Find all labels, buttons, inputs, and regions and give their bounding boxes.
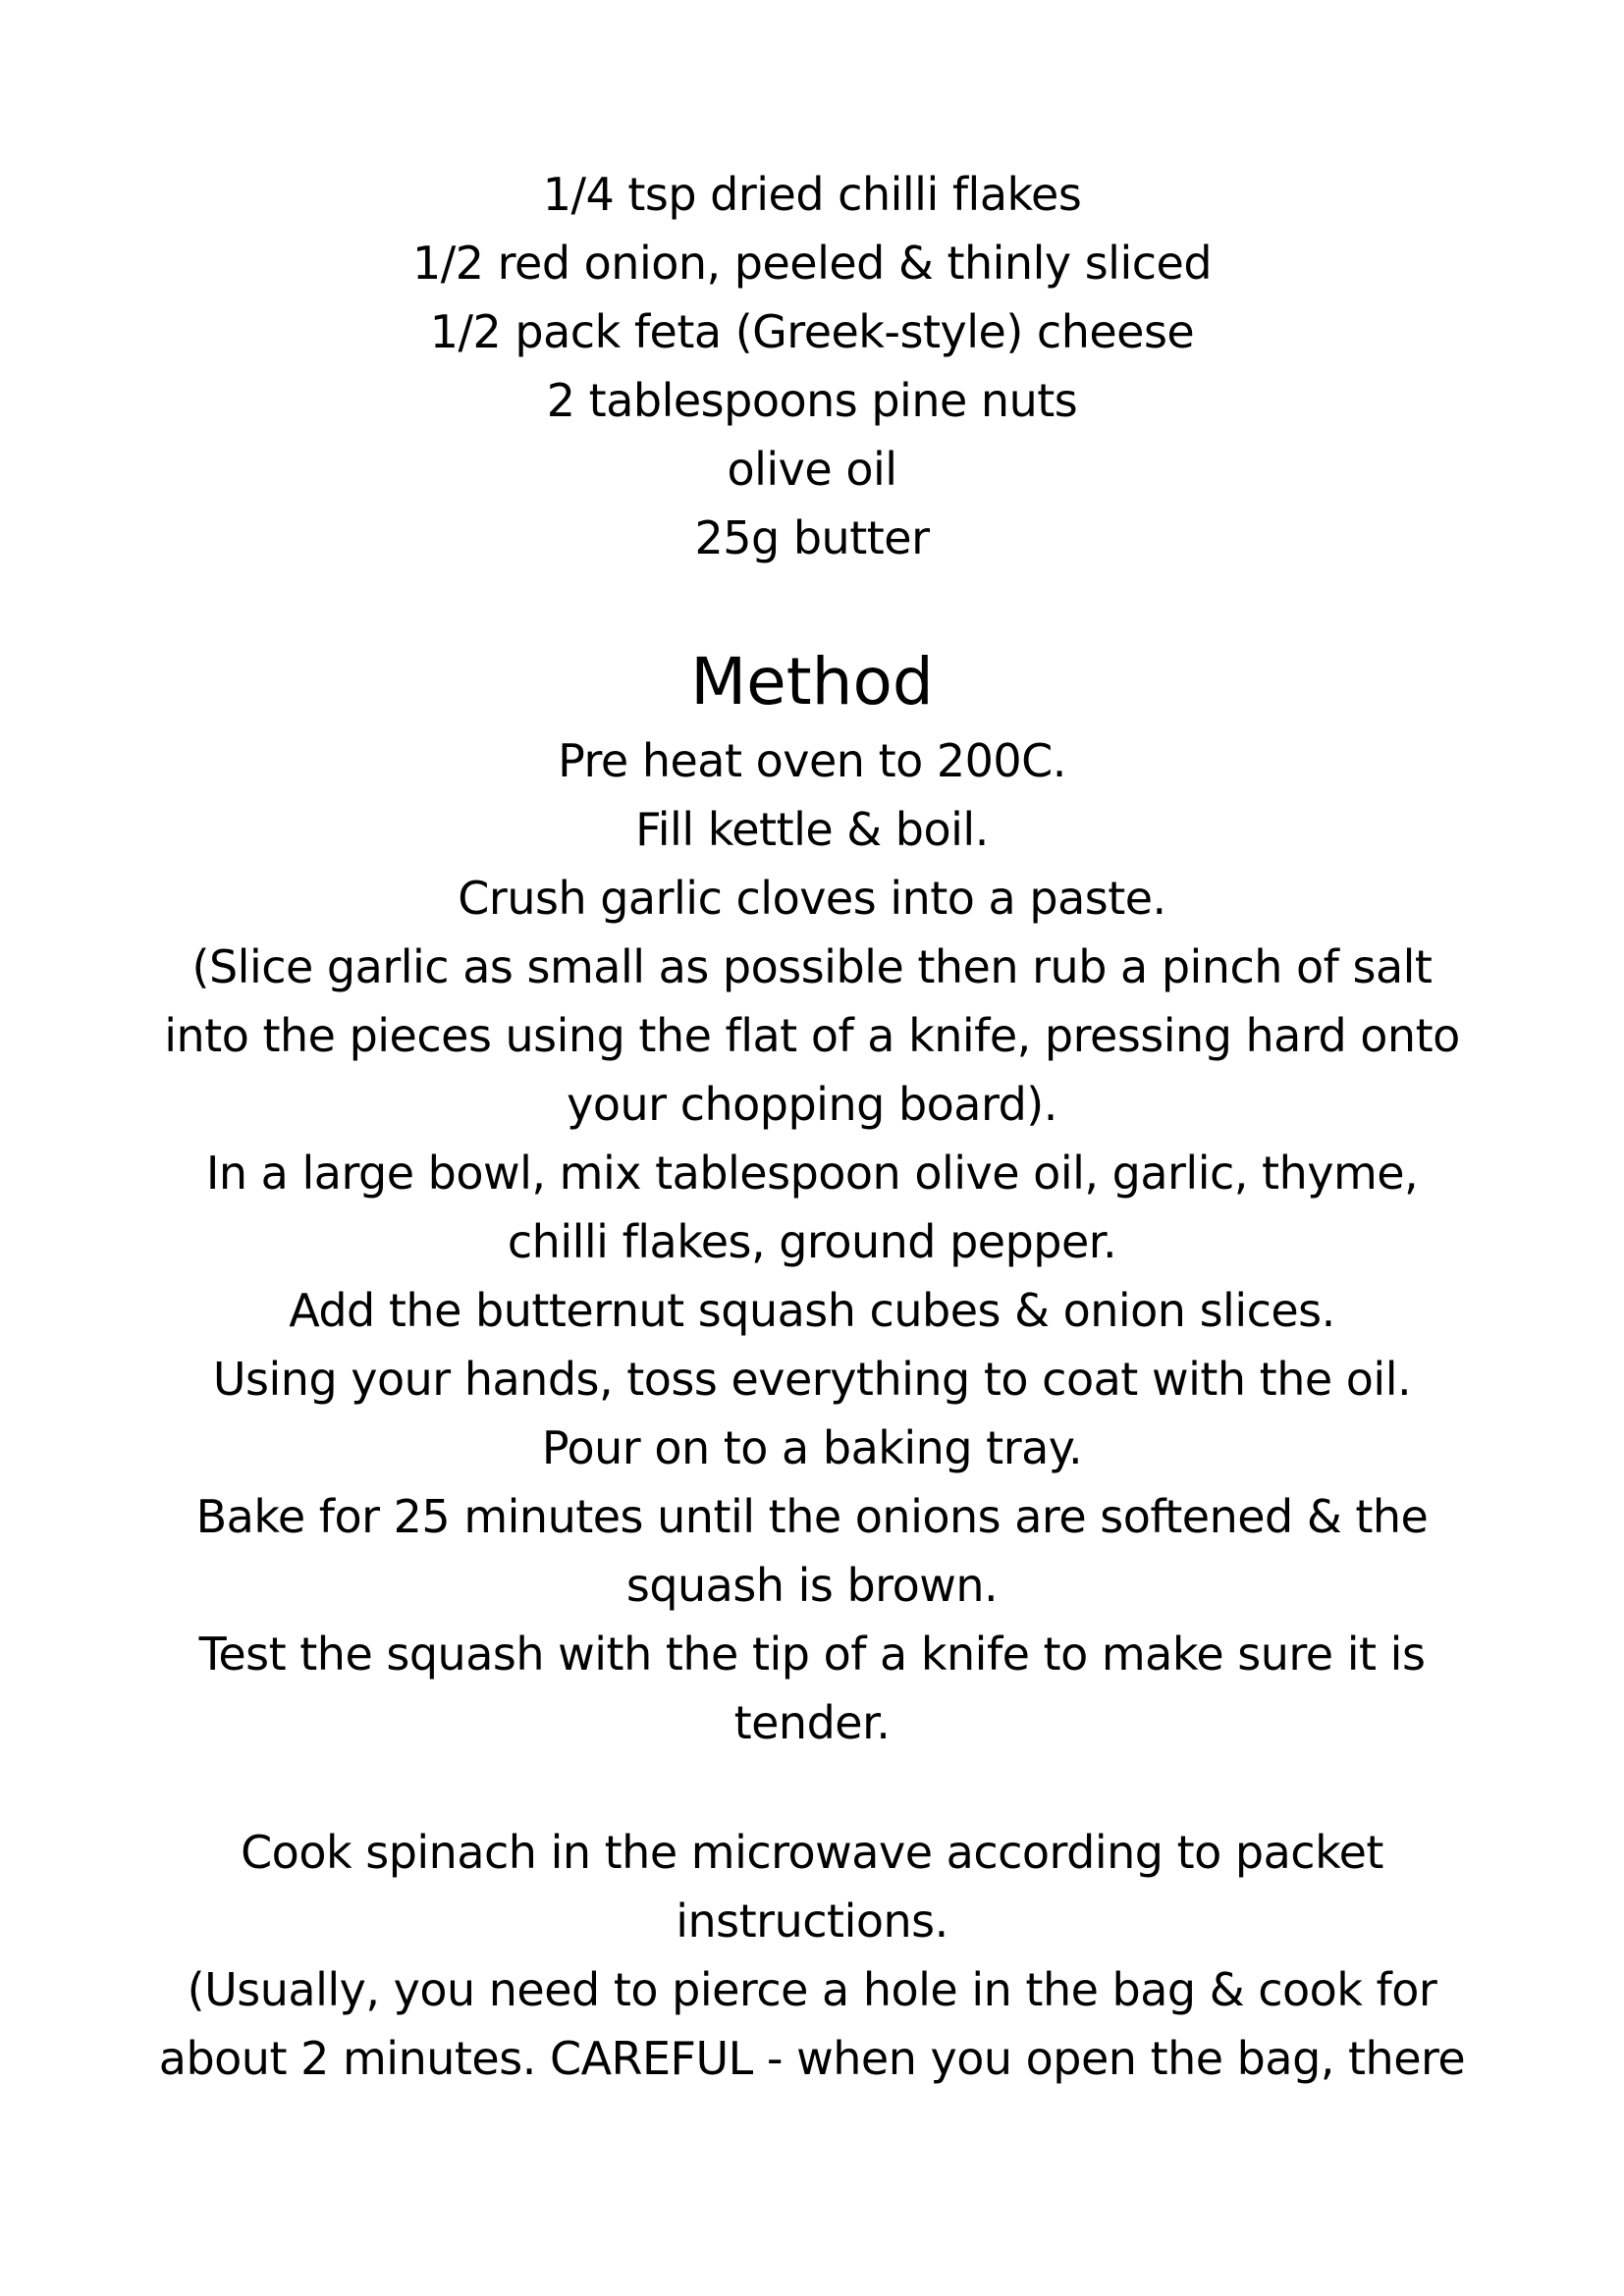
method-steps-part-1 — [147, 726, 1477, 1757]
method-line: (Usually, you need to pierce a hole in the bag & cook for — [187, 1963, 1437, 2016]
method-line: into the pieces using the flat of a knife, pressing hard onto — [164, 1009, 1460, 1062]
method-line: about 2 minutes. CAREFUL - when you open the bag, there — [158, 2032, 1466, 2085]
ingredients-list — [147, 160, 1477, 572]
method-line: chilli flakes, ground pepper. — [507, 1215, 1117, 1268]
method-section-title — [147, 638, 1477, 726]
ingredient-line: 25g butter — [694, 511, 930, 564]
method-heading: Method — [690, 644, 934, 720]
method-line: tender. — [733, 1696, 891, 1749]
ingredient-line: 1/2 red onion, peeled & thinly sliced — [411, 237, 1213, 290]
method-line: Cook spinach in the microwave according to packet — [241, 1826, 1383, 1879]
method-line: squash is brown. — [625, 1559, 999, 1612]
method-steps-part-2 — [147, 1818, 1477, 2093]
method-line: instructions. — [676, 1895, 948, 1948]
method-line: Fill kettle & boil. — [635, 803, 989, 856]
method-line: Test the squash with the tip of a knife to make sure it is — [198, 1628, 1426, 1681]
ingredient-line: olive oil — [727, 443, 897, 496]
ingredient-line: 1/4 tsp dried chilli flakes — [542, 168, 1082, 221]
ingredient-line: 2 tablespoons pine nuts — [546, 374, 1078, 427]
method-line: Pre heat oven to 200C. — [558, 734, 1066, 787]
method-line: your chopping board). — [567, 1078, 1057, 1131]
method-line: In a large bowl, mix tablespoon olive oil, garlic, thyme, — [205, 1147, 1419, 1200]
method-line: Bake for 25 minutes until the onions are softened & the — [195, 1490, 1429, 1543]
method-line: (Slice garlic as small as possible then rub a pinch of salt — [191, 940, 1433, 993]
method-line: Using your hands, toss everything to coat with the oil. — [212, 1353, 1412, 1406]
method-line: Crush garlic cloves into a paste. — [458, 872, 1166, 925]
ingredient-line: 1/2 pack feta (Greek-style) cheese — [429, 305, 1195, 358]
method-line: Pour on to a baking tray. — [541, 1421, 1083, 1474]
method-line: Add the butternut squash cubes & onion slices. — [289, 1284, 1335, 1337]
